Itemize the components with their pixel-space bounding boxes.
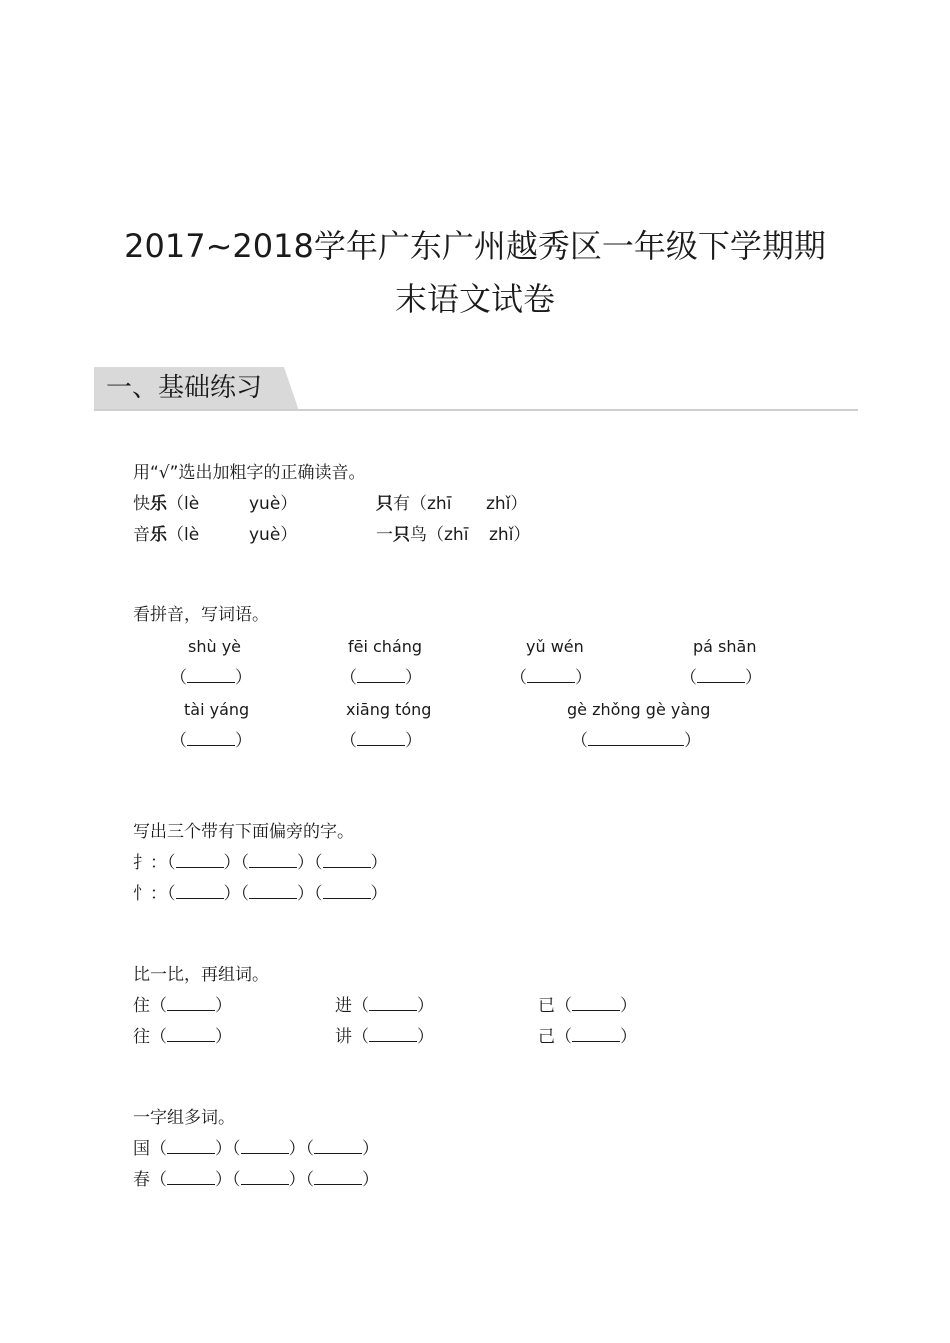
section-divider — [94, 409, 858, 411]
q3-blank[interactable]: （ ） — [240, 853, 314, 873]
q5-blank[interactable]: （ ） — [150, 1139, 232, 1159]
q3-instruction: 写出三个带有下面偏旁的字。 — [133, 822, 354, 842]
q4-instruction: 比一比，再组词。 — [133, 965, 269, 985]
q5-row-1: 国（ ）（ ）（ ） — [133, 1139, 379, 1159]
q5-blank[interactable]: （ ） — [232, 1170, 306, 1190]
q1-row-2-opt-d: zhǐ） — [489, 525, 531, 545]
q3-blank[interactable]: （ ） — [314, 884, 388, 904]
q3-radical: 忄 — [133, 884, 150, 904]
q3-blank[interactable]: （ ） — [240, 884, 314, 904]
q1-row-2-opt-b: yuè） — [249, 525, 298, 545]
q2-answer-blank[interactable]: （ ） — [340, 731, 422, 751]
q1-row-1-word2: 只有（zhī — [376, 494, 452, 514]
q2-answer-blank[interactable]: （ ） — [680, 668, 762, 688]
q2-answer-blank[interactable]: （ ） — [510, 668, 592, 688]
q2-instruction: 看拼音，写词语。 — [133, 605, 269, 625]
q4-item[interactable]: 己（ ） — [538, 1027, 637, 1047]
q3-blank[interactable]: （ ） — [167, 853, 241, 873]
page-title-line1: 2017~2018学年广东广州越秀区一年级下学期期 — [124, 227, 826, 265]
q2-answer-blank[interactable]: （ ） — [170, 668, 252, 688]
page-title-line2: 末语文试卷 — [394, 280, 555, 318]
q4-item[interactable]: 已（ ） — [538, 996, 637, 1016]
q5-blank[interactable]: （ ） — [150, 1170, 232, 1190]
q5-blank[interactable]: （ ） — [232, 1139, 306, 1159]
q2-answer-blank[interactable]: （ ） — [340, 668, 422, 688]
q2-pinyin: xiāng tóng — [346, 700, 432, 719]
q2-pinyin: pá shān — [693, 637, 757, 656]
q5-blank[interactable]: （ ） — [305, 1170, 379, 1190]
q3-blank[interactable]: （ ） — [314, 853, 388, 873]
q2-pinyin: shù yè — [188, 637, 242, 656]
q5-row-2: 春（ ）（ ）（ ） — [133, 1170, 379, 1190]
q4-item[interactable]: 往（ ） — [133, 1027, 232, 1047]
q2-pinyin: fēi cháng — [348, 637, 423, 656]
q2-pinyin: yǔ wén — [526, 637, 584, 656]
q3-radical: 扌 — [133, 853, 150, 873]
q3-row-2: 忄：（ ）（ ）（ ） — [133, 884, 388, 904]
q1-row-1-opt-d: zhǐ） — [486, 494, 528, 514]
q1-row-2-word2: 一只鸟（zhī — [376, 525, 469, 545]
q3-blank[interactable]: （ ） — [167, 884, 241, 904]
q4-item[interactable]: 进（ ） — [335, 996, 434, 1016]
q1-row-2: 音乐（lè — [133, 525, 200, 545]
section-heading: 一、基础练习 — [106, 373, 263, 403]
q1-row-1-opt-b: yuè） — [249, 494, 298, 514]
q2-pinyin: gè zhǒng gè yàng — [567, 700, 711, 719]
q4-item[interactable]: 住（ ） — [133, 996, 232, 1016]
q1-instruction: 用“√”选出加粗字的正确读音。 — [133, 463, 366, 483]
q4-item[interactable]: 讲（ ） — [335, 1027, 434, 1047]
q1-row-1: 快乐（lè — [133, 494, 200, 514]
q5-blank[interactable]: （ ） — [305, 1139, 379, 1159]
q5-instruction: 一字组多词。 — [133, 1108, 235, 1128]
q1-word: 快乐 — [133, 494, 167, 514]
q2-answer-blank[interactable]: （ ） — [170, 731, 252, 751]
q3-row-1: 扌：（ ）（ ）（ ） — [133, 853, 388, 873]
q2-pinyin: tài yáng — [184, 700, 250, 719]
q2-answer-blank-long[interactable]: （ ） — [571, 731, 701, 751]
